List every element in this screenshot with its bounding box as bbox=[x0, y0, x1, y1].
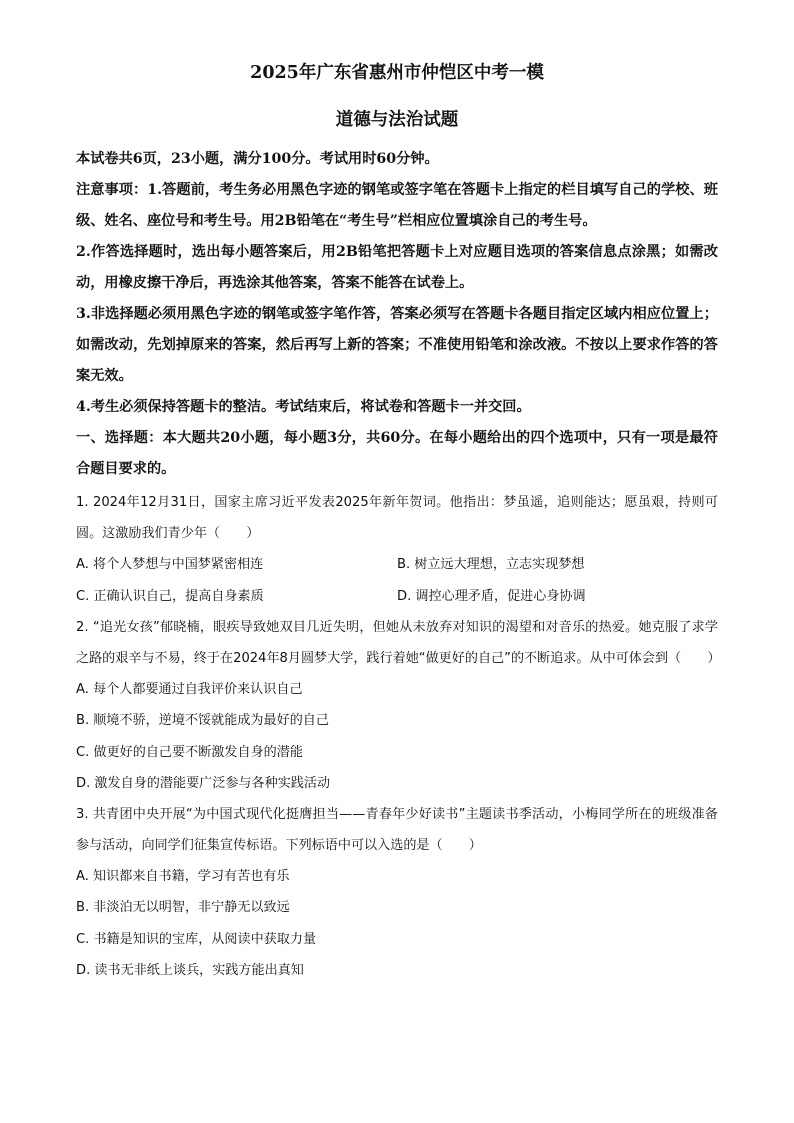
question-stem: 2. “追光女孩”郁晓楠，眼疾导致她双目几近失明，但她从未放弃对知识的渴望和对音乐的热爱。她克服了求学之路的艰辛与不易，终于在2024年8月圆梦大学，践行着她“做更好的自己”的不断追求。从中可体会到（ ） bbox=[76, 620, 721, 666]
option-d: D. 读书无非纸上谈兵，实践方能出真知 bbox=[76, 963, 304, 979]
question-stem: 1. 2024年12月31日，国家主席习近平发表2025年新年贺词。他指出：梦虽遥，追则能达；愿虽艰，持则可圆。这激励我们青少年（ ） bbox=[76, 495, 718, 541]
option-b: B. 顺境不骄，逆境不馁就能成为最好的自己 bbox=[76, 713, 329, 729]
question-3 bbox=[76, 799, 718, 986]
exam-subject-title: 道德与法治试题 bbox=[335, 110, 459, 130]
option-a: A. 知识都来自书籍，学习有苦也有乐 bbox=[76, 869, 290, 885]
option-c: C. 书籍是知识的宝库，从阅读中获取力量 bbox=[76, 931, 317, 947]
exam-intro: 本试卷共6页，23小题，满分100分。考试用时60分钟。 bbox=[76, 151, 439, 167]
section-heading: 一、选择题：本大题共20小题，每小题3分，共60分。在每小题给出的四个选项中，只有一项是最符合题目要求的。 bbox=[76, 430, 718, 477]
notice-item-1: 注意事项：1.答题前，考生务必用黑色字迹的钢笔或签字笔在答题卡上指定的栏目填写自己的学校、班级、姓名、座位号和考生号。用2B铅笔在“考生号”栏相应位置填涂自己的考生号。 bbox=[76, 182, 718, 229]
option-a: A. 将个人梦想与中国梦紧密相连 bbox=[76, 557, 264, 572]
exam-title: 2025年广东省惠州市仲恺区中考一模 bbox=[250, 63, 544, 83]
question-stem: 3. 共青团中央开展“为中国式现代化挺膺担当——青春年少好读书”主题读书季活动，小梅同学所在的班级准备参与活动，向同学们征集宣传标语。下列标语中可以入选的是（ ） bbox=[76, 807, 718, 854]
option-d: D. 调控心理矛盾，促进心身协调 bbox=[397, 588, 586, 604]
option-d: D. 激发自身的潜能要广泛参与各种实践活动 bbox=[76, 775, 331, 791]
option-c: C. 正确认识自己，提高自身素质 bbox=[76, 588, 264, 604]
notice-item-2: 2.作答选择题时，选出每小题答案后，用2B铅笔把答题卡上对应题目选项的答案信息点涂黑；如需改动，用橡皮擦干净后，再选涂其他答案，答案不能答在试卷上。 bbox=[76, 244, 718, 291]
notice-item-4: 4.考生必须保持答题卡的整洁。考试结束后，将试卷和答题卡一并交回。 bbox=[76, 399, 531, 415]
option-row bbox=[76, 549, 718, 581]
option-a: A. 每个人都要通过自我评价来认识自己 bbox=[76, 682, 303, 697]
option-b: B. 非淡泊无以明智，非宁静无以致远 bbox=[76, 900, 290, 916]
option-b: B. 树立远大理想，立志实现梦想 bbox=[397, 557, 585, 572]
option-row bbox=[76, 581, 718, 613]
exam-page bbox=[76, 58, 721, 986]
question-2 bbox=[76, 612, 721, 799]
question-1 bbox=[76, 487, 718, 612]
notice-item-3: 3.非选择题必须用黑色字迹的钢笔或签字笔作答，答案必须写在答题卡各题目指定区域内相应位置上；如需改动，先划掉原来的答案，然后再写上新的答案；不准使用铅笔和涂改液。不按以上要求作答的答案无效。 bbox=[76, 306, 718, 384]
option-c: C. 做更好的自己要不断激发自身的潜能 bbox=[76, 744, 303, 760]
